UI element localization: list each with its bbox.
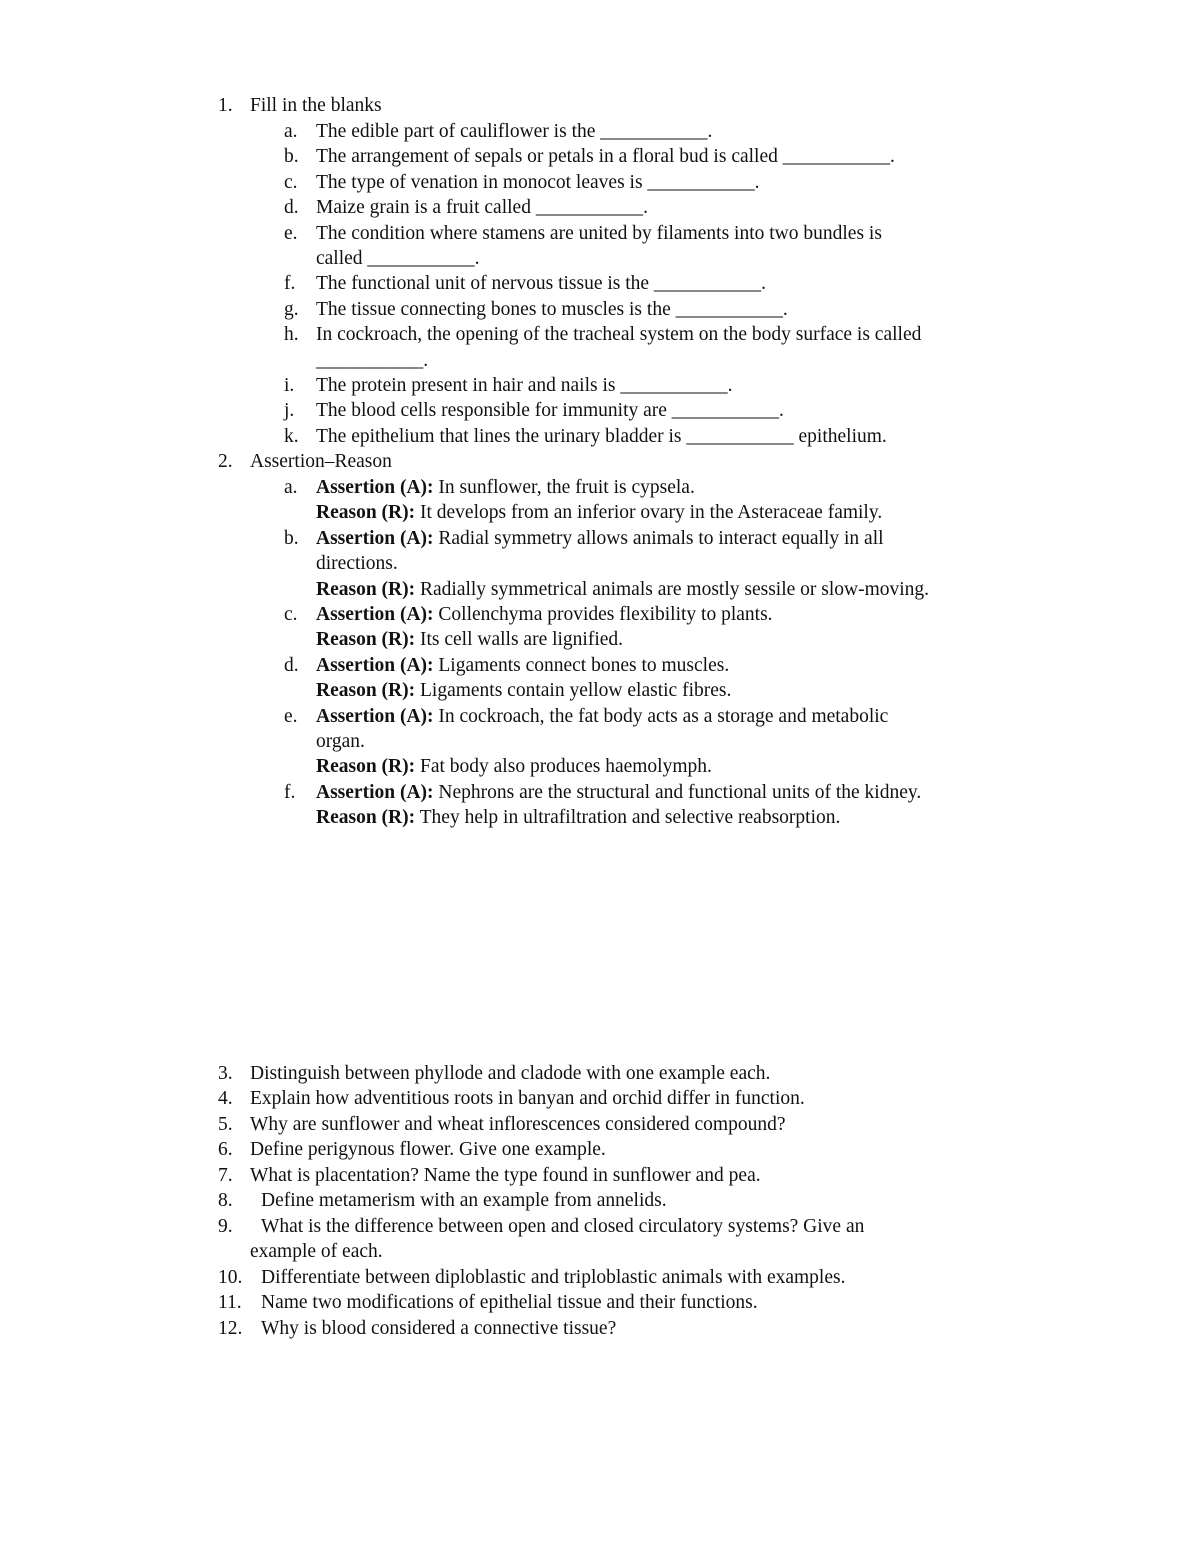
q1e-text: The condition where stamens are united by filaments into two bundles is [316,223,882,244]
q2a-letter: a. [284,477,298,498]
q9-text-cont: example of each. [250,1241,383,1262]
q2e-assertion-cont: organ. [316,731,365,752]
q4-number: 4. [218,1088,233,1109]
reason-text: They help in ultrafiltration and selective reabsorption. [415,807,841,828]
q7-number: 7. [218,1165,233,1186]
q2f-letter: f. [284,782,296,803]
reason-label: Reason (R): [316,807,416,828]
q6-number: 6. [218,1139,233,1160]
q2c-assertion [316,602,773,627]
reason-label: Reason (R): [316,756,416,777]
reason-label: Reason (R): [316,502,416,523]
assertion-label: Assertion (A): [316,706,434,727]
q7-text: What is placentation? Name the type found in sunflower and pea. [250,1165,761,1186]
reason-text: Its cell walls are lignified. [415,629,624,650]
reason-label: Reason (R): [316,579,416,600]
q11-number: 11. [218,1292,242,1313]
q1e-letter: e. [284,223,298,244]
q1e-text-cont: called ___________. [316,248,480,269]
q1g-text: The tissue connecting bones to muscles is the ___________. [316,299,788,320]
q3-text: Distinguish between phyllode and cladode with one example each. [250,1063,771,1084]
q6-text: Define perigynous flower. Give one example. [250,1139,606,1160]
q5-number: 5. [218,1114,233,1135]
q1c-letter: c. [284,172,298,193]
q2c-reason [316,627,623,652]
q1-title: Fill in the blanks [250,95,382,116]
q8-text: Define metamerism with an example from annelids. [261,1190,667,1211]
q2b-assertion [316,526,884,551]
q1f-letter: f. [284,273,296,294]
q2b-letter: b. [284,528,299,549]
assertion-label: Assertion (A): [316,477,434,498]
q3-number: 3. [218,1063,233,1084]
q2b-reason [316,577,929,602]
reason-text: It develops from an inferior ovary in the Asteraceae family. [415,502,883,523]
q10-number: 10. [218,1267,243,1288]
reason-text: Radially symmetrical animals are mostly sessile or slow-moving. [415,579,930,600]
q1b-text: The arrangement of sepals or petals in a floral bud is called ___________. [316,146,895,167]
q1g-letter: g. [284,299,299,320]
q1d-letter: d. [284,197,299,218]
q1h-text-cont: ___________. [316,350,429,371]
q12-number: 12. [218,1318,243,1339]
q2d-letter: d. [284,655,299,676]
q5-text: Why are sunflower and wheat inflorescences considered compound? [250,1114,786,1135]
assertion-text: Ligaments connect bones to muscles. [433,655,730,676]
assertion-label: Assertion (A): [316,604,434,625]
assertion-text: Collenchyma provides flexibility to plants. [433,604,773,625]
assertion-label: Assertion (A): [316,782,434,803]
q9-number: 9. [218,1216,233,1237]
q2e-letter: e. [284,706,298,727]
reason-text: Fat body also produces haemolymph. [415,756,712,777]
reason-label: Reason (R): [316,629,416,650]
q2d-reason [316,678,731,703]
q1k-text: The epithelium that lines the urinary bladder is ___________ epithelium. [316,426,887,447]
q1i-letter: i. [284,375,295,396]
q2f-reason [316,805,840,830]
q1i-text: The protein present in hair and nails is ___________. [316,375,733,396]
assertion-text: In cockroach, the fat body acts as a storage and metabolic [433,706,889,727]
q1a-letter: a. [284,121,298,142]
assertion-text: Nephrons are the structural and functional units of the kidney. [433,782,922,803]
q4-text: Explain how adventitious roots in banyan and orchid differ in function. [250,1088,805,1109]
q2f-assertion [316,780,921,805]
q1j-letter: j. [284,400,295,421]
q1k-letter: k. [284,426,299,447]
q2e-assertion [316,704,888,729]
assertion-text: In sunflower, the fruit is cypsela. [433,477,695,498]
q2e-reason [316,754,712,779]
q1c-text: The type of venation in monocot leaves is ___________. [316,172,760,193]
q1h-letter: h. [284,324,299,345]
q2b-assertion-cont: directions. [316,553,398,574]
q1b-letter: b. [284,146,299,167]
q2-number: 2. [218,451,233,472]
q12-text: Why is blood considered a connective tissue? [261,1318,617,1339]
q1j-text: The blood cells responsible for immunity are ___________. [316,400,784,421]
q2a-reason [316,500,882,525]
reason-label: Reason (R): [316,680,416,701]
q2c-letter: c. [284,604,298,625]
q2-title: Assertion–Reason [250,451,392,472]
q11-text: Name two modifications of epithelial tissue and their functions. [261,1292,758,1313]
q1a-text: The edible part of cauliflower is the ___________. [316,121,713,142]
q2a-assertion [316,475,695,500]
q1-number: 1. [218,95,233,116]
q2d-assertion [316,653,729,678]
assertion-text: Radial symmetry allows animals to interact equally in all [433,528,884,549]
q8-number: 8. [218,1190,233,1211]
q9-text: What is the difference between open and closed circulatory systems? Give an [261,1216,865,1237]
assertion-label: Assertion (A): [316,655,434,676]
q1h-text: In cockroach, the opening of the tracheal system on the body surface is called [316,324,922,345]
q10-text: Differentiate between diploblastic and triploblastic animals with examples. [261,1267,846,1288]
q1d-text: Maize grain is a fruit called ___________. [316,197,648,218]
q1f-text: The functional unit of nervous tissue is the ___________. [316,273,767,294]
assertion-label: Assertion (A): [316,528,434,549]
reason-text: Ligaments contain yellow elastic fibres. [415,680,732,701]
